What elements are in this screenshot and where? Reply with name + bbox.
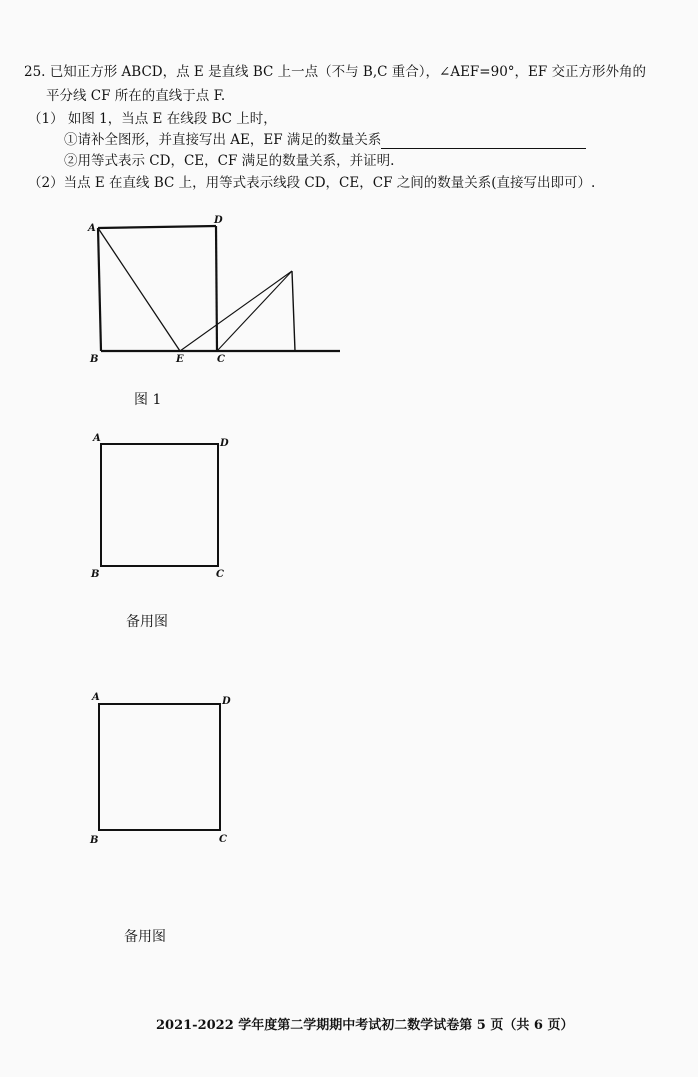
fig2-square [101, 444, 218, 566]
figure-2 [101, 444, 218, 566]
fig1-label-d: D [214, 215, 223, 226]
figure-1 [98, 226, 340, 351]
fig1-vertical-from-f [292, 271, 295, 351]
fig1-label-b: B [90, 354, 99, 365]
figure-3 [99, 704, 220, 830]
fig3-caption: 备用图 [124, 929, 166, 945]
problem-line-1: 25. 已知正方形 ABCD，点 E 是直线 BC 上一点（不与 B,C 重合），∠AEF=90°，EF 交正方形外角的 [24, 64, 647, 80]
fig3-square [99, 704, 220, 830]
fig3-label-b: B [90, 835, 99, 846]
fig3-label-a: A [92, 692, 100, 703]
problem-line-2: 平分线 CF 所在的直线于点 F. [46, 88, 226, 104]
fig1-side-ab [98, 228, 101, 351]
fig3-label-d: D [222, 696, 231, 707]
part1-intro: （1） 如图 1，当点 E 在线段 BC 上时， [28, 111, 277, 127]
fig1-segment-ae [98, 228, 180, 351]
fig1-side-ad [98, 226, 216, 228]
fig2-label-c: C [216, 569, 224, 580]
fig3-label-c: C [219, 834, 227, 845]
fig2-label-a: A [93, 433, 101, 444]
part2-question: （2）当点 E 在直线 BC 上，用等式表示线段 CD，CE，CF 之间的数量关系(直接写出即可）. [28, 175, 596, 191]
fig2-label-d: D [220, 438, 229, 449]
fig1-label-a: A [88, 223, 96, 234]
page-footer: 2021-2022 学年度第二学期期中考试初二数学试卷第 5 页（共 6 页） [156, 1018, 574, 1033]
fig1-segment-ef [180, 271, 292, 351]
fig2-caption: 备用图 [126, 614, 168, 630]
part1-question-2: ②用等式表示 CD，CE，CF 满足的数量关系，并证明. [64, 153, 395, 169]
fig1-segment-cf [217, 271, 292, 351]
fig1-label-e: E [176, 354, 184, 365]
part1-question-1-text: ①请补全图形，并直接写出 AE，EF 满足的数量关系 [64, 132, 382, 148]
fig1-label-c: C [217, 354, 225, 365]
fig1-caption: 图 1 [134, 392, 162, 408]
fig1-side-dc [216, 226, 217, 351]
fig2-label-b: B [91, 569, 100, 580]
